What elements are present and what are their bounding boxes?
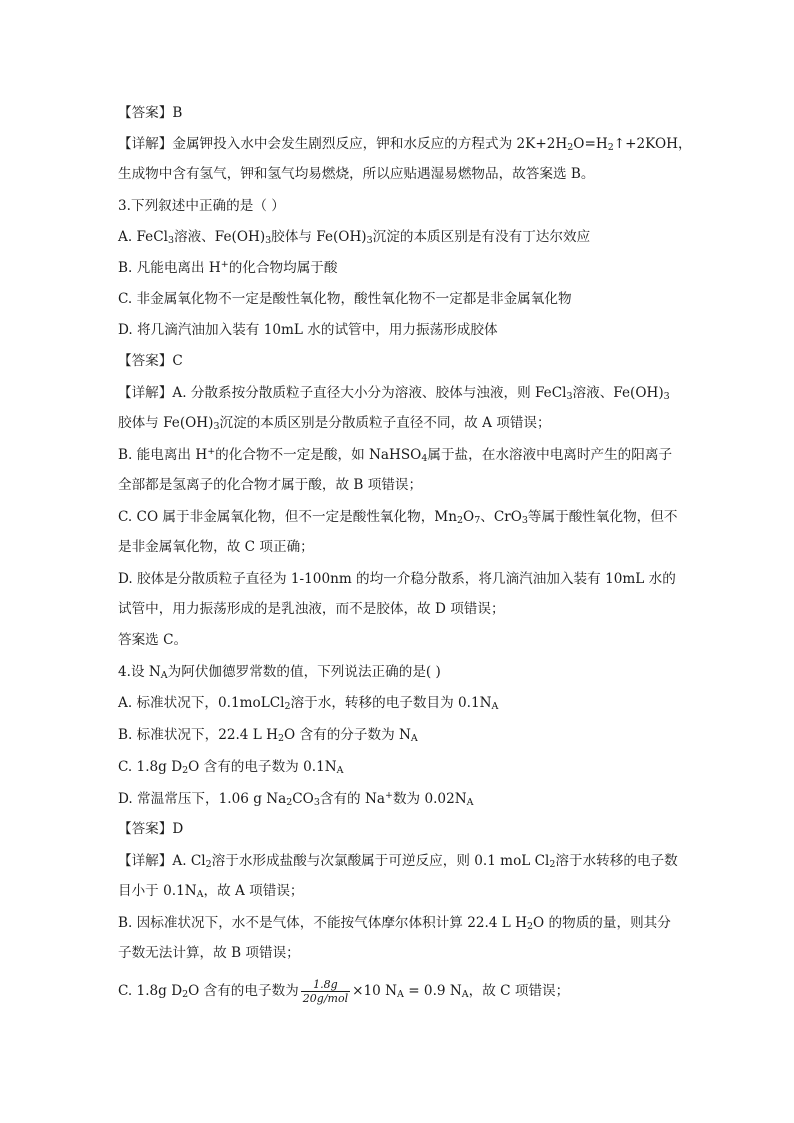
text: 溶于水转移的电子数 <box>555 853 678 869</box>
answer-text: 【答案】D <box>118 821 184 837</box>
subscript: A <box>196 889 204 900</box>
subscript: 2 <box>456 515 464 526</box>
subscript: 2 <box>182 989 189 1000</box>
detail-line <box>118 164 678 184</box>
text: 属于盐，在水溶液中电离时产生的阳离子 <box>427 447 673 463</box>
text: B. 标准状况下，22.4 L H <box>118 727 278 743</box>
superscript: + <box>384 790 393 801</box>
subscript: A <box>410 733 418 744</box>
text: 是非金属氧化物，故 C 项正确； <box>118 539 314 555</box>
superscript: + <box>220 259 229 270</box>
detail-line <box>118 599 678 619</box>
subscript: 3 <box>213 421 220 432</box>
text: 【详解】A. Cl <box>118 853 206 869</box>
subscript: 3 <box>167 235 174 246</box>
detail-line <box>118 851 678 871</box>
option-c <box>118 757 678 777</box>
fraction-numerator: 1.8g <box>301 978 350 992</box>
text: O <box>463 509 475 525</box>
text: 溶于水形成盐酸与次氯酸属于可逆反应，则 0.1 moL Cl <box>211 853 550 869</box>
question-stem <box>118 196 678 216</box>
detail-line <box>118 913 678 933</box>
subscript: 2 <box>527 921 534 932</box>
text: ↑+2KOH， <box>613 136 692 152</box>
text: 的化合物不一定是酸，如 NaHSO <box>215 447 422 463</box>
detail-line <box>118 881 678 901</box>
text: 【详解】A. 分散系按分散质粒子直径大小分为溶液、胶体与浊液，则 FeCl <box>118 385 567 401</box>
text: 溶液、Fe(OH) <box>174 229 266 245</box>
fraction-denominator: 20g/mol <box>302 992 349 1005</box>
text: 【详解】金属钾投入水中会发生剧烈反应，钾和水反应的方程式为 2K+2H <box>118 136 568 152</box>
subscript: 3 <box>566 391 573 402</box>
detail-line <box>118 978 678 1005</box>
text: 含有的 Na <box>319 791 385 807</box>
option-c <box>118 289 678 309</box>
answer-label <box>118 351 678 371</box>
text: O 含有的分子数为 N <box>284 727 411 743</box>
text: ×10 N <box>352 983 398 999</box>
option-d <box>118 320 678 340</box>
answer-text: 【答案】C <box>118 353 183 369</box>
detail-line <box>118 569 678 589</box>
text: 答案选 C。 <box>118 632 188 648</box>
option-a <box>118 227 678 247</box>
text: 4.设 N <box>118 664 161 680</box>
text: A. 标准状况下，0.1moLCl <box>118 695 285 711</box>
text: 溶于水，转移的电子数目为 0.1N <box>290 695 492 711</box>
subscript: 2 <box>286 797 293 808</box>
detail-line <box>118 475 678 495</box>
text: 、CrO <box>480 509 522 525</box>
text: O 的物质的量，则其分 <box>533 915 671 931</box>
detail-line <box>118 537 678 557</box>
subscript: A <box>461 989 469 1000</box>
text: 胶体与 Fe(OH) <box>118 415 214 431</box>
subscript: 3 <box>521 515 528 526</box>
text: O 含有的电子数为 <box>188 983 299 999</box>
subscript: 2 <box>284 701 291 712</box>
text: B. 因标准状况下，水不是气体，不能按气体摩尔体积计算 22.4 L H <box>118 915 527 931</box>
text: 沉淀的本质区别是有没有丁达尔效应 <box>372 229 591 245</box>
text: 生成物中含有氢气，钾和氢气均易燃烧，所以应贴遇湿易燃物品，故答案选 B。 <box>118 166 595 182</box>
text: B. 凡能电离出 H <box>118 260 221 276</box>
option-b <box>118 725 678 745</box>
text: 试管中，用力振荡形成的是乳浊液，而不是胶体，故 D 项错误； <box>118 601 505 617</box>
text: 3.下列叙述中正确的是（ ） <box>118 198 285 214</box>
detail-line <box>118 445 678 465</box>
subscript: 2 <box>278 733 285 744</box>
subscript: A <box>491 701 499 712</box>
subscript: A <box>466 797 474 808</box>
subscript: 3 <box>265 235 272 246</box>
text: 数为 0.02N <box>392 791 467 807</box>
text: D. 常温常压下，1.06 g Na <box>118 791 287 807</box>
option-a <box>118 693 678 713</box>
text: D. 胶体是分散质粒子直径为 1-100nm 的均一介稳分散系，将几滴汽油加入装有 10mL 水的 <box>118 571 676 587</box>
subscript: A <box>336 765 344 776</box>
text: O 含有的电子数为 0.1N <box>188 759 337 775</box>
subscript: 2 <box>607 142 614 153</box>
fraction <box>301 978 350 1005</box>
text: C. 非金属氧化物不一定是酸性氧化物，酸性氧化物不一定都是非金属氧化物 <box>118 291 572 307</box>
text: CO <box>292 791 314 807</box>
text: B. 能电离出 H <box>118 447 208 463</box>
option-b <box>118 258 678 278</box>
subscript: 2 <box>205 859 212 870</box>
subscript: A <box>397 989 404 1000</box>
subscript: 2 <box>567 142 574 153</box>
text: 的化合物均属于酸 <box>228 260 338 276</box>
subscript: 3 <box>366 235 373 246</box>
subscript: 3 <box>313 797 320 808</box>
answer-text: 【答案】B <box>118 105 183 121</box>
answer-label <box>118 819 678 839</box>
text: C. 1.8g D <box>118 983 183 999</box>
superscript: + <box>207 446 216 457</box>
text: 目小于 0.1N <box>118 883 197 899</box>
text: ，故 A 项错误； <box>203 883 304 899</box>
text: 胶体与 Fe(OH) <box>271 229 367 245</box>
subscript: 2 <box>182 765 189 776</box>
detail-line <box>118 413 678 433</box>
detail-line <box>118 943 678 963</box>
text: = 0.9 N <box>403 983 462 999</box>
text: 等属于酸性氧化物，但不 <box>527 509 678 525</box>
text: 子数无法计算，故 B 项错误； <box>118 945 300 961</box>
text: C. 1.8g D <box>118 759 183 775</box>
text: 全部都是氢离子的化合物才属于酸，故 B 项错误； <box>118 477 423 493</box>
text: D. 将几滴汽油加入装有 10mL 水的试管中，用力振荡形成胶体 <box>118 322 498 338</box>
text: 溶液、Fe(OH) <box>572 385 664 401</box>
subscript: 7 <box>474 515 481 526</box>
subscript: A <box>160 670 168 681</box>
text: A. FeCl <box>118 229 168 245</box>
answer-label <box>118 103 678 123</box>
detail-line <box>118 630 678 650</box>
subscript: 4 <box>421 453 428 464</box>
text: O=H <box>573 136 608 152</box>
subscript: 3 <box>663 391 670 402</box>
detail-line <box>118 134 692 154</box>
question-stem <box>118 662 678 682</box>
text: C. CO 属于非金属氧化物，但不一定是酸性氧化物，Mn <box>118 509 457 525</box>
text: 为阿伏伽德罗常数的值，下列说法正确的是( ) <box>167 664 441 680</box>
option-d <box>118 789 678 809</box>
detail-line <box>118 507 678 527</box>
detail-line <box>118 383 678 403</box>
subscript: 2 <box>549 859 556 870</box>
text: ，故 C 项错误； <box>468 983 570 999</box>
text: 沉淀的本质区别是分散质粒子直径不同，故 A 项错误； <box>219 415 551 431</box>
